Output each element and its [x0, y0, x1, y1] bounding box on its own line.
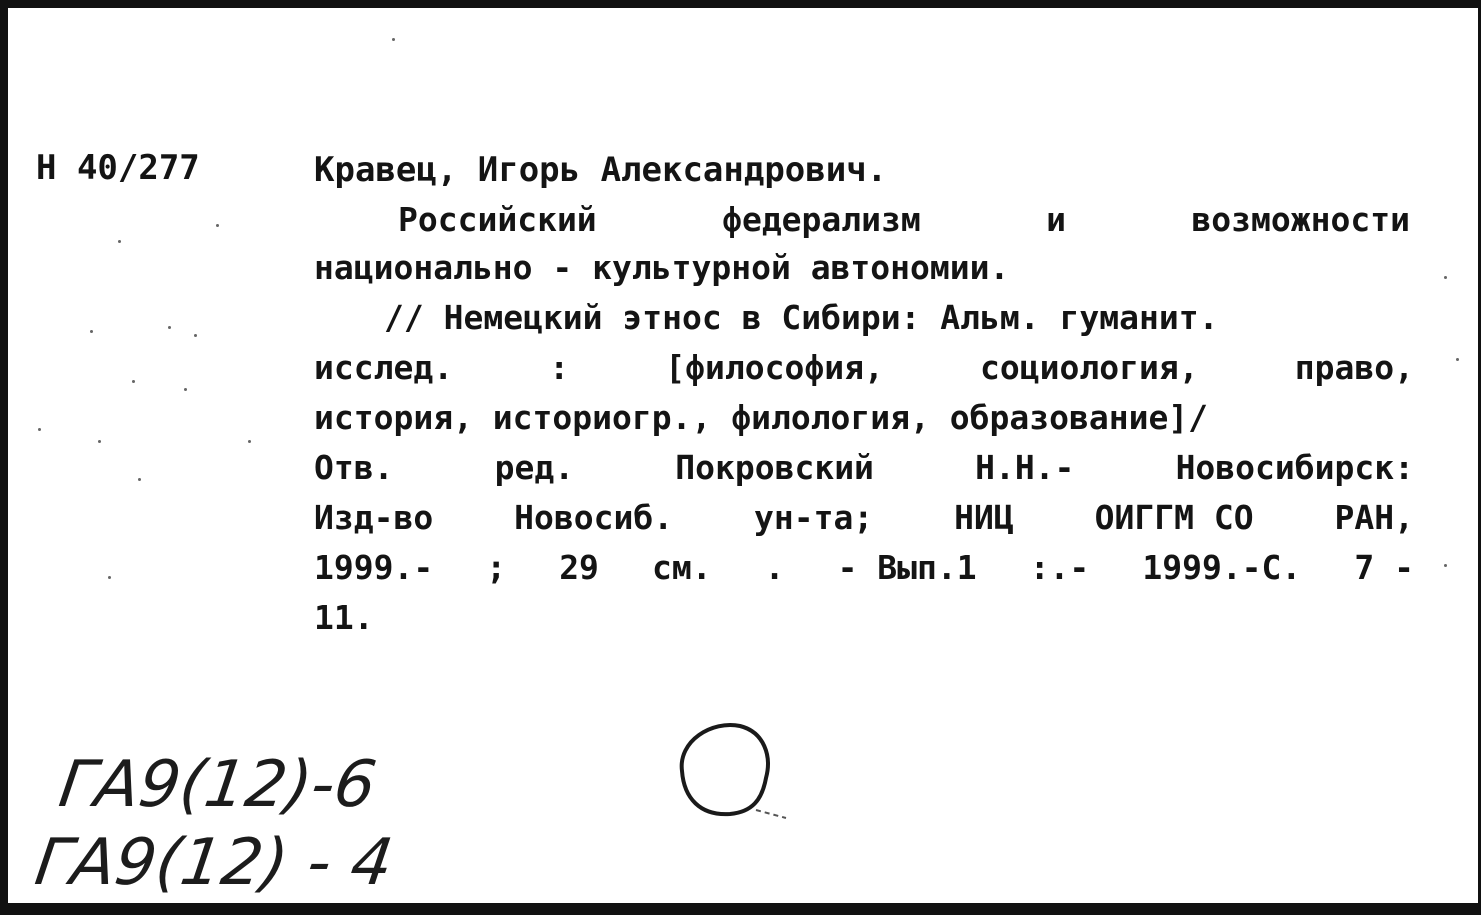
scan-speck — [184, 388, 187, 391]
scan-speck — [132, 380, 135, 383]
scan-speck — [248, 440, 251, 443]
word: и — [1046, 200, 1067, 239]
scan-speck — [138, 478, 141, 481]
punch-hole-circle — [660, 716, 800, 836]
scan-speck — [1444, 564, 1447, 567]
word: см. — [651, 548, 712, 587]
scan-speck — [98, 440, 101, 443]
word: Изд-во — [314, 498, 434, 537]
word: РАН, — [1334, 498, 1414, 537]
word: ун-та; — [753, 498, 874, 537]
scan-speck — [392, 38, 395, 41]
handwritten-code-1: ГА9(12)-6 — [54, 748, 381, 822]
word: социология, — [980, 348, 1199, 387]
word: ; — [486, 548, 507, 587]
word: 1999.-С. — [1142, 548, 1302, 587]
word: . — [764, 548, 785, 587]
word: - Вып.1 — [837, 548, 977, 587]
body-line-7 — [314, 498, 1414, 537]
body-line-6 — [314, 448, 1414, 487]
body-line-9 — [314, 598, 374, 637]
author-heading: Кравец, Игорь Александрович. — [314, 150, 888, 190]
scan-speck — [90, 330, 93, 333]
word: НИЦ — [954, 498, 1014, 537]
word: история, историогр., филология, образование]/ — [314, 398, 1209, 437]
word: национально - культурной автономии. — [314, 248, 1010, 287]
word: федерализм — [722, 200, 921, 239]
word: ОИГГМ СО — [1094, 498, 1254, 537]
scan-speck — [168, 326, 171, 329]
scan-speck — [38, 428, 41, 431]
call-number: Н 40/277 — [36, 148, 200, 188]
word: исслед. — [314, 348, 454, 387]
word: 1999.- — [314, 548, 434, 587]
body-line-8 — [314, 548, 1414, 587]
word: Новосибирск: — [1175, 448, 1414, 487]
scan-speck — [1456, 358, 1459, 361]
word: Отв. — [314, 448, 394, 487]
word: 7 - — [1354, 548, 1414, 587]
scan-speck — [216, 224, 219, 227]
word: [философия, — [665, 348, 884, 387]
word: Покровский — [675, 448, 874, 487]
word: ред. — [494, 448, 575, 487]
word: Российский — [398, 200, 597, 239]
scan-speck — [118, 240, 121, 243]
word: 11. — [314, 598, 374, 637]
word: Н.Н.- — [975, 448, 1075, 487]
body-line-3 — [384, 298, 1218, 337]
handwritten-code-2: ГА9(12) - 4 — [30, 826, 398, 900]
body-line-5 — [314, 398, 1208, 437]
body-line-1 — [398, 200, 1410, 239]
word: право, — [1294, 348, 1414, 387]
scan-speck — [194, 334, 197, 337]
word: // Немецкий этнос в Сибири: Альм. гуманит. — [384, 298, 1219, 337]
body-line-2 — [314, 248, 1009, 287]
word: Новосиб. — [514, 498, 674, 537]
body-line-4 — [314, 348, 1414, 387]
word: :.- — [1029, 548, 1090, 587]
scan-speck — [108, 576, 111, 579]
scan-speck — [1444, 276, 1447, 279]
word: 29 — [559, 548, 599, 587]
word: : — [549, 348, 570, 387]
word: возможности — [1191, 200, 1410, 239]
